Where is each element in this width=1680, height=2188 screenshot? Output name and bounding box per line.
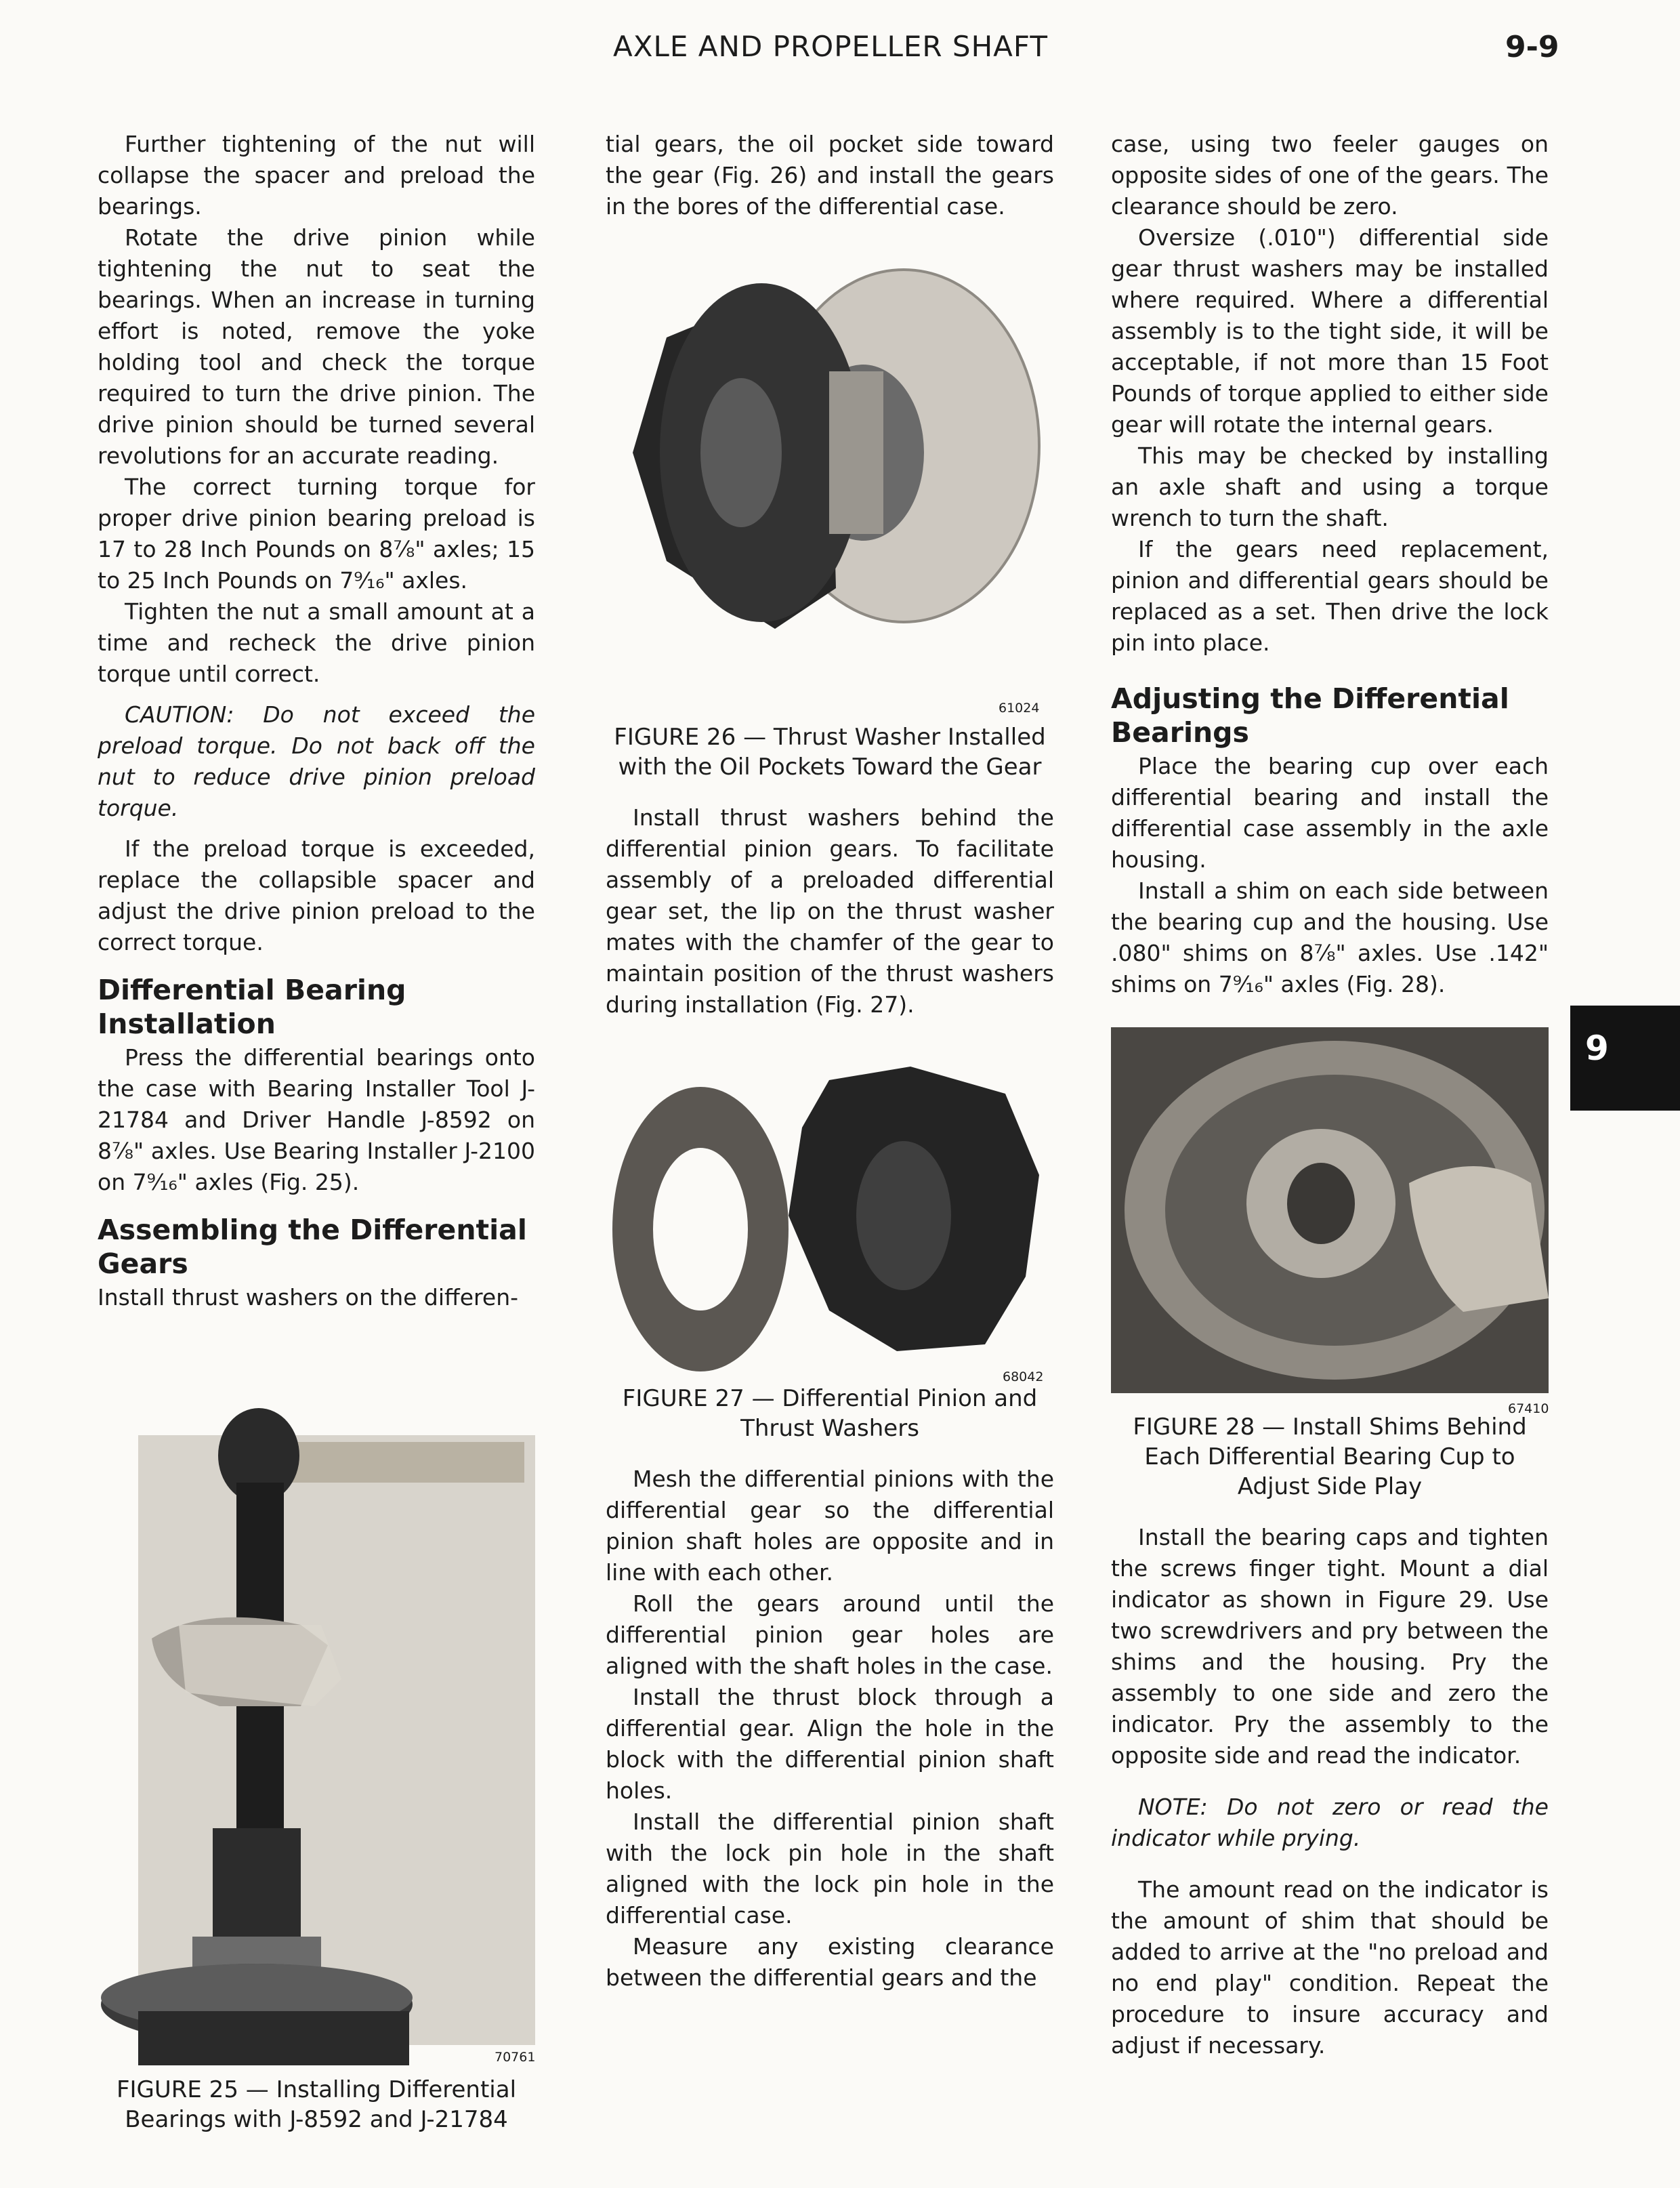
- paragraph: The correct turning torque for proper drive pinion bearing preload is 17 to 28 Inch Pounds on 8⅞" axles; 15 to 25 Inch Pounds on 7⁹⁄₁₆" axles.: [98, 474, 535, 594]
- paragraph: If the preload torque is exceeded, replace the collapsible spacer and adjust the drive pinion preload to the correct torque.: [98, 835, 535, 955]
- paragraph: This may be checked by installing an axle shaft and using a torque wrench to turn the shaft.: [1111, 442, 1549, 531]
- figure-26-caption: FIGURE 26 — Thrust Washer Installed with the Oil Pockets Toward the Gear: [614, 724, 1046, 781]
- figure-25-number: 70761: [495, 2050, 536, 2065]
- paragraph: Install thrust washers on the differen-: [98, 1284, 519, 1310]
- paragraph: Mesh the differential pinions with the differential gear so the differential pinion shaft holes are opposite and in line with each other.: [606, 1466, 1054, 1586]
- paragraph: The amount read on the indicator is the amount of shim that should be added to arrive at the "no preload and no end play" condition. Repeat the procedure to insure accuracy and adjust if necessary.: [1111, 1876, 1549, 2059]
- paragraph: Install thrust washers behind the differential pinion gears. To facilitate assembly of a preloaded differential gear set, the lip on the thrust washer mates with the chamfer of the gear to maintain position of the thrust washers during installation (Fig. 27).: [606, 804, 1054, 1018]
- figure-28-number: 67410: [1508, 1401, 1549, 1416]
- thrust-washer-gear-photo: [606, 249, 1054, 717]
- figure-25-caption: FIGURE 25 — Installing Differential Bearings with J-8592 and J-21784: [116, 2076, 517, 2133]
- figure-27-number: 68042: [1003, 1369, 1044, 1384]
- hammer-press-photo: [98, 1327, 535, 2072]
- paragraph: Install the differential pinion shaft with the lock pin hole in the shaft aligned with the lock pin hole in the differential case.: [606, 1809, 1054, 1928]
- page-header: [0, 30, 1680, 70]
- section-tab: [1570, 1006, 1680, 1111]
- section-tab-label: 9: [1585, 1029, 1609, 1068]
- heading-bearing-installation: Differential Bearing Installation: [98, 974, 406, 1040]
- heading-adjusting-bearings: Adjusting the Differential Bearings: [1111, 682, 1509, 749]
- column-left: [98, 129, 535, 2155]
- paragraph: Place the bearing cup over each differential bearing and install the differential case assembly in the axle housing.: [1111, 753, 1549, 873]
- figure-25: [98, 1327, 535, 2072]
- figure-27: [606, 1053, 1054, 1384]
- paragraph: Install the bearing caps and tighten the screws finger tight. Mount a dial indicator as shown in Figure 29. Use two screwdrivers and pry between the shims and the housing. Pry the assembly to one side and zero the indicator. Pry the assembly to the opposite side and read the indicator.: [1111, 1524, 1549, 1769]
- page-number: 9-9: [1505, 30, 1559, 64]
- figure-27-caption: FIGURE 27 — Differential Pinion and Thrust Washers: [622, 1385, 1038, 1442]
- column-right: [1111, 129, 1549, 2061]
- paragraph: Further tightening of the nut will collapse the spacer and preload the bearings.: [98, 131, 535, 220]
- running-title: AXLE AND PROPELLER SHAFT: [613, 30, 1048, 63]
- heading-assembling-gears: Assembling the Differential Gears: [98, 1214, 527, 1280]
- caution-note: CAUTION: Do not exceed the preload torque. Do not back off the nut to reduce drive pinion preload torque.: [98, 701, 535, 821]
- paragraph: Tighten the nut a small amount at a time and recheck the drive pinion torque until correct.: [98, 598, 535, 687]
- paragraph: Press the differential bearings onto the case with Bearing Installer Tool J-21784 and Driver Handle J-8592 on 8⅞" axles. Use Bearing Installer J-2100 on 7⁹⁄₁₆" axles (Fig. 25).: [98, 1044, 535, 1195]
- paragraph: tial gears, the oil pocket side toward the gear (Fig. 26) and install the gears in the bores of the differential case.: [606, 131, 1054, 220]
- paragraph: case, using two feeler gauges on opposite sides of one of the gears. The clearance should be zero.: [1111, 131, 1549, 220]
- paragraph: If the gears need replacement, pinion and differential gears should be replaced as a set. Then drive the lock pin into place.: [1111, 536, 1549, 656]
- paragraph: Roll the gears around until the differential pinion gear holes are aligned with the shaft holes in the case.: [606, 1590, 1054, 1679]
- paragraph: Install a shim on each side between the bearing cup and the housing. Use .080" shims on 8⅞" axles. Use .142" shims on 7⁹⁄₁₆" axles (Fig. 28).: [1111, 878, 1549, 997]
- paragraph: Measure any existing clearance between the differential gears and the: [606, 1933, 1054, 1991]
- note: NOTE: Do not zero or read the indicator while prying.: [1111, 1794, 1549, 1851]
- differential-housing-photo: [1111, 1027, 1549, 1407]
- paragraph: Rotate the drive pinion while tightening the nut to seat the bearings. When an increase in turning effort is noted, remove the yoke holding tool and check the torque required to turn the drive pinion. The drive pinion should be turned several revolutions for an accurate reading.: [98, 224, 535, 469]
- pinion-washer-photo: [606, 1053, 1054, 1378]
- figure-26: [606, 249, 1054, 717]
- figure-28-caption: FIGURE 28 — Install Shims Behind Each Differential Bearing Cup to Adjust Side Play: [1133, 1413, 1527, 1500]
- paragraph: Oversize (.010") differential side gear thrust washers may be installed where required. Where a differential assembly is to the tight side, it will be acceptable, if not more than 15 Foot Pounds of torque applied to either side gear will rotate the internal gears.: [1111, 224, 1549, 438]
- paragraph: Install the thrust block through a differential gear. Align the hole in the block with the differential pinion shaft holes.: [606, 1684, 1054, 1804]
- column-middle: [606, 129, 1054, 1994]
- figure-28: [1111, 1027, 1549, 1416]
- figure-26-number: 61024: [999, 701, 1040, 716]
